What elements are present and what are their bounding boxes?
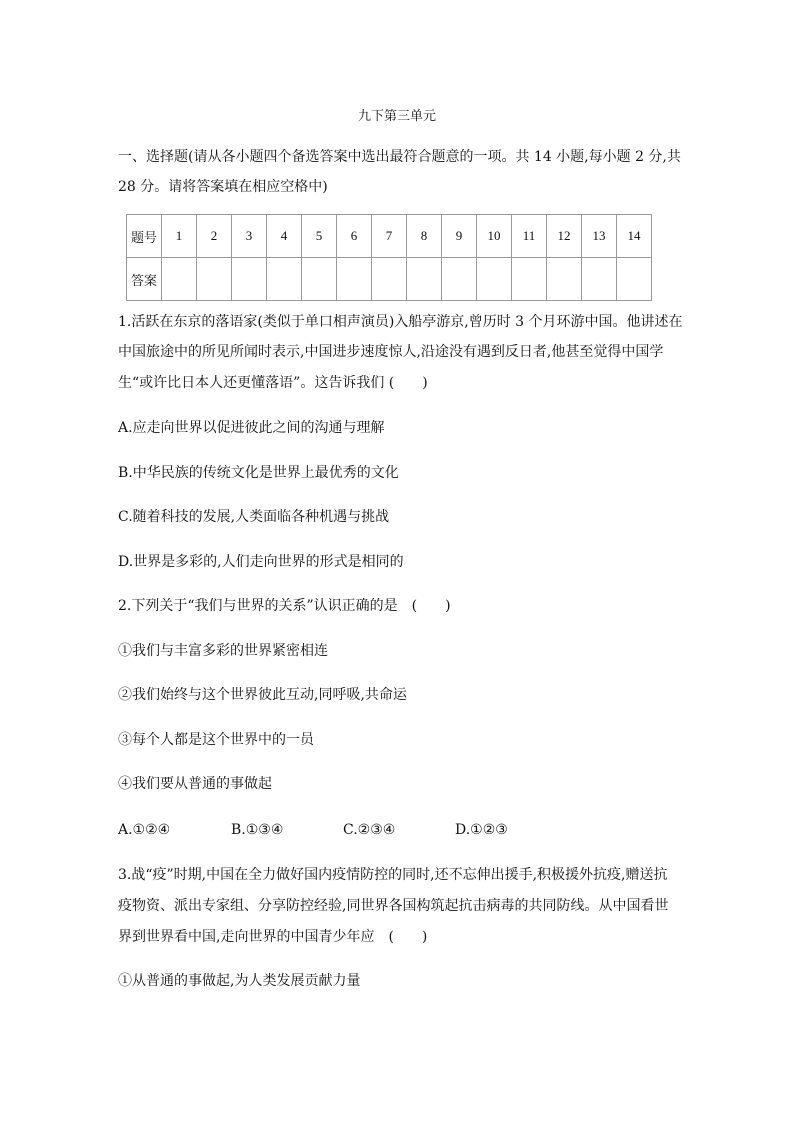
answer-cell[interactable]	[617, 258, 652, 301]
q2-stem: 2.下列关于“我们与世界的关系”认识正确的是 ( )	[118, 598, 451, 614]
page-title: 九下第三单元	[357, 109, 436, 124]
answer-cell[interactable]	[547, 258, 582, 301]
answer-cell[interactable]	[512, 258, 547, 301]
q2-option-d: D.①②③	[455, 822, 508, 838]
question-number-cell: 11	[512, 215, 547, 258]
answer-cell[interactable]	[337, 258, 372, 301]
q2-statement-4: ④我们要从普通的事做起	[118, 776, 272, 792]
answer-cell[interactable]	[302, 258, 337, 301]
answer-cell[interactable]	[162, 258, 197, 301]
question-number-cell: 9	[442, 215, 477, 258]
question-number-cell: 10	[477, 215, 512, 258]
q2-statement-1: ①我们与丰富多彩的世界紧密相连	[118, 643, 328, 659]
q2-option-c: C.②③④	[343, 822, 396, 838]
question-number-cell: 4	[267, 215, 302, 258]
q1-stem-line: 生“或许比日本人还更懂落语”。这告诉我们 ( )	[118, 375, 428, 391]
q1-option-b: B.中华民族的传统文化是世界上最优秀的文化	[118, 465, 399, 481]
q3-stem-line: 3.战“疫”时期,中国在全力做好国内疫情防控的同时,还不忘伸出援手,积极援外抗疫,赠送抗	[118, 867, 668, 883]
q2-option-b: B.①③④	[231, 822, 284, 838]
answer-cell[interactable]	[442, 258, 477, 301]
row-label-answer: 答案	[127, 258, 162, 301]
answer-cell[interactable]	[582, 258, 617, 301]
q3-statement-1: ①从普通的事做起,为人类发展贡献力量	[118, 973, 361, 989]
question-number-cell: 12	[547, 215, 582, 258]
question-number-cell: 13	[582, 215, 617, 258]
answer-cell[interactable]	[232, 258, 267, 301]
question-number-cell: 14	[617, 215, 652, 258]
q3-stem-line: 界到世界看中国,走向世界的中国青少年应 ( )	[118, 929, 428, 945]
answer-cell[interactable]	[477, 258, 512, 301]
answer-cell[interactable]	[372, 258, 407, 301]
q2-option-a: A.①②④	[118, 822, 171, 838]
table-row-numbers	[127, 215, 652, 258]
q1-stem-line: 1.活跃在东京的落语家(类似于单口相声演员)入船亭游京,曾历时 3 个月环游中国。他讲述在	[118, 314, 683, 330]
q1-option-a: A.应走向世界以促进彼此之间的沟通与理解	[118, 420, 385, 436]
answer-cell[interactable]	[197, 258, 232, 301]
question-number-cell: 2	[197, 215, 232, 258]
answer-cell[interactable]	[267, 258, 302, 301]
q2-statement-2: ②我们始终与这个世界彼此互动,同呼吸,共命运	[118, 687, 407, 703]
q1-stem-line: 中国旅途中的所见所闻时表示,中国进步速度惊人,沿途没有遇到反日者,他甚至觉得中国学	[118, 344, 664, 360]
question-number-cell: 6	[337, 215, 372, 258]
q1-option-d: D.世界是多彩的,人们走向世界的形式是相同的	[118, 554, 404, 570]
table-row-answers	[127, 258, 652, 301]
question-number-cell: 1	[162, 215, 197, 258]
row-label-number: 题号	[127, 215, 162, 258]
question-number-cell: 8	[407, 215, 442, 258]
answer-table	[126, 214, 652, 301]
q3-stem-line: 疫物资、派出专家组、分享防控经验,同世界各国构筑起抗击病毒的共同防线。从中国看世	[118, 898, 669, 914]
q2-statement-3: ③每个人都是这个世界中的一员	[118, 732, 314, 748]
section-instruction-line: 一、选择题(请从各小题四个备选答案中选出最符合题意的一项。共 14 小题,每小题 2 分,共	[118, 149, 681, 165]
question-number-cell: 7	[372, 215, 407, 258]
question-number-cell: 3	[232, 215, 267, 258]
q1-option-c: C.随着科技的发展,人类面临各种机遇与挑战	[118, 509, 390, 525]
question-number-cell: 5	[302, 215, 337, 258]
section-instruction-line: 28 分。请将答案填在相应空格中)	[118, 179, 328, 195]
answer-cell[interactable]	[407, 258, 442, 301]
